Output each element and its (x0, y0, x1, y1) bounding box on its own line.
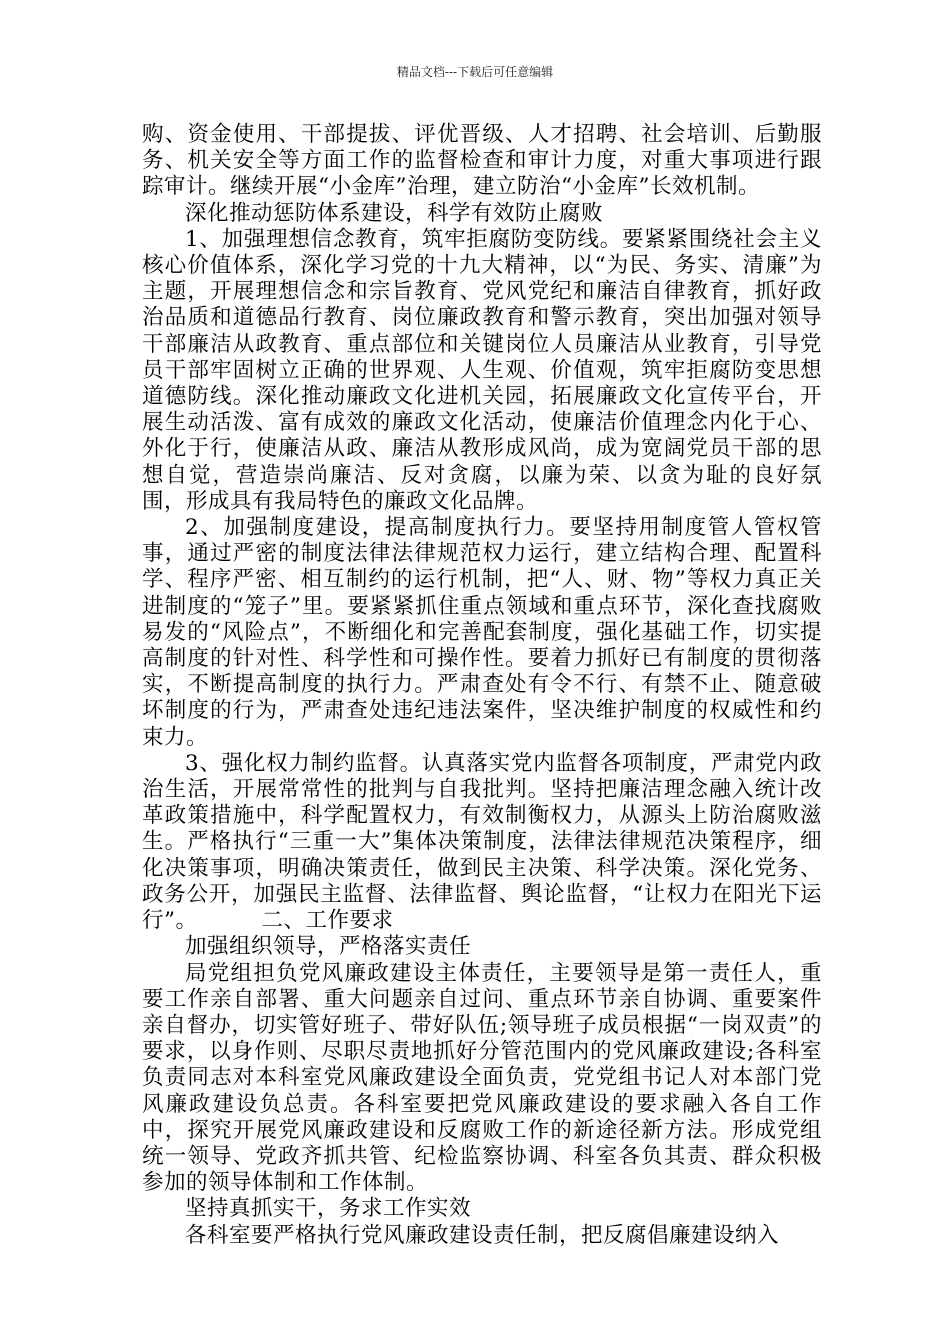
paragraph-ideals-education: 1、加强理想信念教育，筑牢拒腐防变防线。要紧紧围绕社会主义核心价值体系，深化学习党的十九大精神，以“为民、务实、清廉”为主题，开展理想信念和宗旨教育、党风党纪和廉洁自律教育，抓好政治品质和道德品行教育、岗位廉政教育和警示教育，突出加强对领导干部廉洁从政教育、重点部位和关键岗位人员廉洁从业教育，引导党员干部牢固树立正确的世界观、人生观、价值观，筑牢拒腐防变思想道德防线。深化推动廉政文化进机关园，拓展廉政文化宣传平台，开展生动活泼、富有成效的廉政文化活动，使廉洁价值理念内化于心、外化于行，使廉洁从政、廉洁从教形成风尚，成为宽阔党员干部的思想自觉，营造崇尚廉洁、反对贪腐，以廉为荣、以贪为耻的良好氛围，形成具有我局特色的廉政文化品牌。 (142, 226, 822, 514)
document-body (142, 122, 822, 1249)
section-heading-organization-leadership: 加强组织领导，严格落实责任 (185, 934, 472, 960)
paragraph-continued: 购、资金使用、干部提拔、评优晋级、人才招聘、社会培训、后勤服务、机关安全等方面工作的监督检查和审计力度，对重大事项进行跟踪审计。继续开展“小金库”治理，建立防治“小金库”长效机制。 (142, 122, 822, 200)
paragraph-institution-building: 2、加强制度建设，提高制度执行力。要坚持用制度管人管权管事，通过严密的制度法律法律规范权力运行，建立结构合理、配置科学、程序严密、相互制约的运行机制，把“人、财、物”等权力真正关进制度的“笼子”里。要紧紧抓住重点领域和重点环节，深化查找腐败易发的“风险点”，不断细化和完善配套制度，强化基础工作，切实提高制度的针对性、科学性和可操作性。要着力抓好已有制度的贯彻落实，不断提高制度的执行力。严肃查处有令不行、有禁不止、随意破坏制度的行为，严肃查处违纪违法案件，坚决维护制度的权威性和约束力。 (142, 515, 822, 750)
paragraph-power-supervision-text: 3、强化权力制约监督。认真落实党内监督各项制度，严肃党内政治生活，开展常常性的批判与自我批判。坚持把廉洁理念融入统计改革政策措施中，科学配置权力，有效制衡权力，从源头上防治腐败滋生。严格执行“三重一大”集体决策制度，法律法律规范决策程序，细化决策事项，明确决策责任，做到民主决策、科学决策。深化党务、政务公开，加强民主监督、法律监督、舆论监督，“让权力在阳光下运行”。 (142, 750, 822, 934)
paragraph-party-responsibility: 局党组担负党风廉政建设主体责任，主要领导是第一责任人，重要工作亲自部署、重大问题亲自过问、重点环节亲自协调、重要案件亲自督办，切实管好班子、带好队伍;领导班子成员根据“一岗双责”的要求，以身作则、尽职尽责地抓好分管范围内的党风廉政建设;各科室负责同志对本科室党风廉政建设全面负责，党党组书记人对本部门党风廉政建设负总责。各科室要把党风廉政建设的要求融入各自工作中，探究开展党风廉政建设和反腐败工作的新途径新方法。形成党组统一领导、党政齐抓共管、纪检监察协调、科室各负其责、群众积极参加的领导体制和工作体制。 (142, 960, 822, 1196)
paragraph-power-supervision (142, 751, 822, 934)
section-heading-anticorruption-system: 深化推动惩防体系建设，科学有效防止腐败 (185, 200, 604, 226)
paragraph-responsibility-system: 各科室要严格执行党风廉政建设责任制，把反腐倡廉建设纳入 (185, 1222, 780, 1248)
page-header: 精品文档---下载后可任意编辑 (396, 65, 554, 79)
section-heading-practical-work: 坚持真抓实干，务求工作实效 (185, 1196, 472, 1222)
section-heading-work-requirements: 二、工作要求 (261, 908, 394, 934)
